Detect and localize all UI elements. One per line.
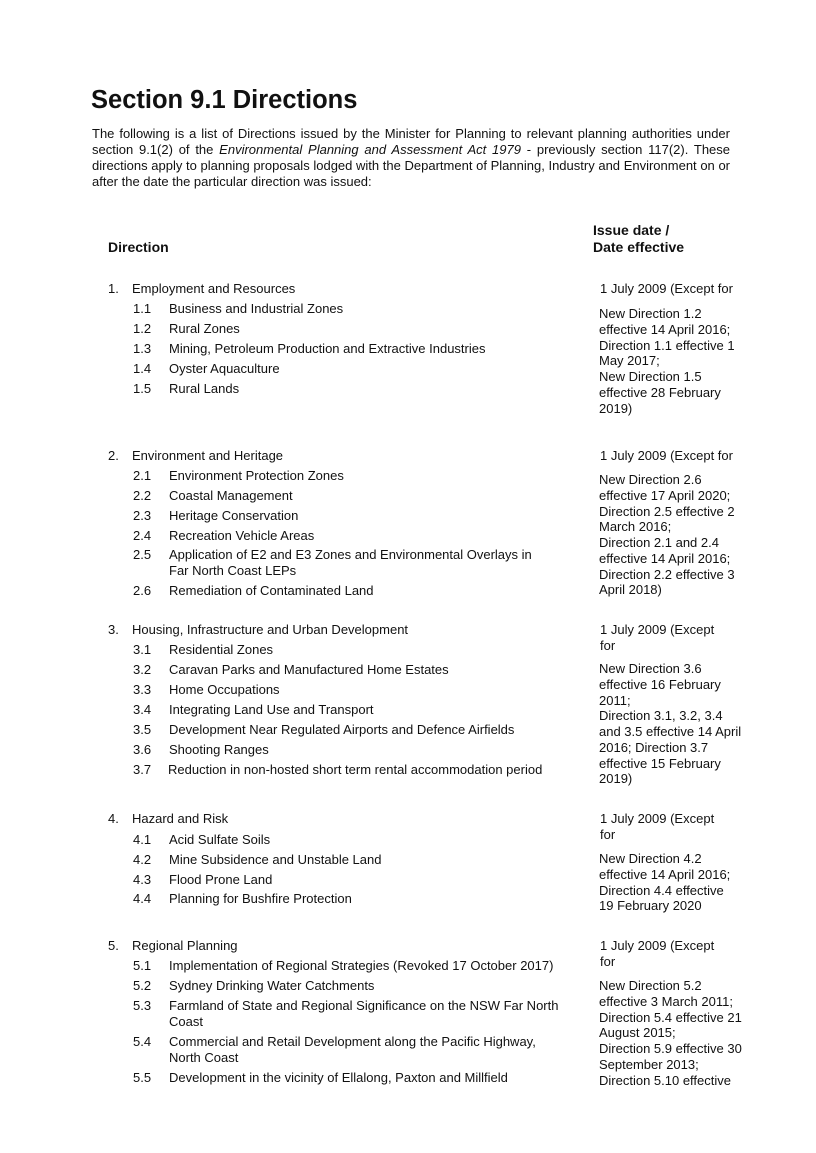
item-label: Coastal Management [169, 488, 293, 503]
date-header-line-2: Date effective [593, 239, 685, 255]
date-note-line: September 2013; [599, 1056, 699, 1072]
list-item [133, 301, 583, 317]
list-item [133, 508, 583, 524]
item-label: Reduction in non-hosted short term rental accommodation period [168, 762, 543, 777]
item-number: 2.5 [133, 547, 152, 562]
date-note-line: New Direction 2.6 [599, 472, 702, 487]
date-notes [599, 661, 759, 787]
date-note-line: New Direction 4.2 [599, 851, 702, 866]
item-label: Implementation of Regional Strategies (Revoked 17 October 2017) [169, 958, 554, 973]
intro-text-2: - previously section 117(2). These directions apply to planning proposals lodged with the Department of Planning, Industry and Environment on or after the date the particular direction was issued: [92, 142, 731, 189]
date-header-line-1: Issue date / [593, 222, 670, 238]
list-item [133, 722, 583, 738]
list-item [133, 468, 583, 484]
item-label: Recreation Vehicle Areas [169, 528, 315, 543]
item-label: Environment Protection Zones [169, 468, 344, 483]
section-heading [108, 938, 238, 954]
item-number: 5.1 [133, 958, 152, 973]
page-title: Section 9.1 Directions [91, 86, 358, 114]
section-title: Employment and Resources [132, 281, 296, 296]
date-note-line: Direction 1.1 effective 1 [599, 337, 735, 353]
item-number: 3.7 [133, 762, 152, 777]
item-number: 2.2 [133, 488, 152, 503]
date-note-line: effective 14 April 2016; [599, 321, 731, 337]
section-number: 4. [108, 811, 119, 826]
date-note-line: Direction 3.1, 3.2, 3.4 [599, 708, 723, 724]
section-title: Environment and Heritage [132, 448, 284, 463]
item-label: Business and Industrial Zones [169, 301, 344, 316]
section-heading [108, 622, 408, 638]
item-number: 5.4 [133, 1034, 152, 1049]
item-label: Farmland of State and Regional Significance on the NSW Far North Coast [169, 998, 559, 1029]
date-note-line: August 2015; [599, 1025, 676, 1041]
section-heading [108, 811, 228, 827]
date-note-line: effective 28 February [599, 384, 721, 400]
item-label: Heritage Conservation [169, 508, 299, 523]
item-number: 3.5 [133, 722, 152, 737]
item-number: 2.3 [133, 508, 152, 523]
list-item [133, 682, 583, 698]
date-note-line: New Direction 1.5 [599, 369, 702, 384]
item-number: 3.2 [133, 662, 152, 677]
section-number: 5. [108, 938, 119, 953]
item-label: Application of E2 and E3 Zones and Environmental Overlays in Far North Coast LEPs [169, 547, 532, 578]
section-number: 3. [108, 622, 119, 637]
list-item [133, 381, 583, 397]
item-label: Home Occupations [169, 682, 280, 697]
item-number: 1.3 [133, 341, 152, 356]
issue-date: 1 July 2009 (Except for [600, 448, 733, 463]
date-note-line: and 3.5 effective 14 April [599, 724, 742, 739]
date-note-line: effective 17 April 2020; [599, 487, 731, 503]
item-label: Oyster Aquaculture [169, 361, 280, 376]
list-item [133, 872, 583, 888]
list-item [133, 361, 583, 377]
item-number: 4.4 [133, 891, 152, 906]
date-note-line: Direction 5.10 effective [599, 1072, 731, 1088]
item-label: Residential Zones [169, 642, 274, 657]
issue-date-line: 1 July 2009 (Except [600, 938, 715, 953]
list-item [133, 702, 583, 718]
act-name: Environmental Planning and Assessment Act 1979 [219, 142, 521, 157]
item-number: 1.1 [133, 301, 152, 316]
date-note-line: New Direction 1.2 [599, 306, 702, 321]
date-note-line: New Direction 3.6 [599, 661, 702, 676]
section-heading [108, 448, 283, 464]
item-label: Shooting Ranges [169, 742, 269, 757]
issue-date [600, 811, 760, 843]
date-note-line: May 2017; [599, 353, 660, 369]
item-number: 4.3 [133, 872, 152, 887]
date-notes [599, 472, 759, 598]
item-label: Mining, Petroleum Production and Extractive Industries [169, 341, 486, 356]
item-label: Development Near Regulated Airports and Defence Airfields [169, 722, 515, 737]
issue-date-line: for [600, 954, 616, 969]
date-note-line: 2011; [599, 692, 631, 708]
issue-date: 1 July 2009 (Except for [600, 281, 733, 296]
list-item [133, 852, 583, 868]
item-number: 2.6 [133, 583, 152, 598]
list-item [133, 891, 583, 907]
date-notes [599, 306, 759, 416]
list-item [133, 662, 583, 678]
section-number: 1. [108, 281, 119, 296]
date-column-header [593, 222, 684, 256]
item-label: Mine Subsidence and Unstable Land [169, 852, 382, 867]
date-note-line: effective 3 March 2011; [599, 993, 733, 1009]
item-number: 5.2 [133, 978, 152, 993]
intro-text-1: The following is a list of Directions issued by the Minister for Planning to relevant planning authorities under section 9.1(2) of the [92, 126, 730, 157]
item-number: 4.2 [133, 852, 152, 867]
date-notes [599, 851, 759, 914]
date-note-line: 19 February 2020 [599, 898, 702, 914]
item-number: 1.2 [133, 321, 152, 336]
date-note-line: Direction 5.4 effective 21 [599, 1009, 742, 1025]
date-notes [599, 978, 759, 1088]
date-note-line: Direction 5.9 effective 30 [599, 1041, 742, 1056]
date-note-line: 2016; Direction 3.7 [599, 739, 709, 755]
list-item [133, 978, 583, 994]
list-item [133, 583, 583, 599]
item-number: 2.1 [133, 468, 152, 483]
date-note-line: Direction 2.2 effective 3 [599, 566, 735, 582]
list-item [133, 1034, 563, 1066]
date-note-line: effective 14 April 2016; [599, 550, 731, 566]
item-label: Flood Prone Land [169, 872, 273, 887]
item-label: Caravan Parks and Manufactured Home Estates [169, 662, 449, 677]
list-item [133, 1070, 583, 1086]
date-note-line: Direction 4.4 effective [599, 882, 724, 898]
date-note-line: effective 16 February [599, 676, 721, 692]
date-note-line: effective 15 February [599, 755, 721, 771]
issue-date [600, 622, 760, 654]
item-label: Remediation of Contaminated Land [169, 583, 374, 598]
item-label: Integrating Land Use and Transport [169, 702, 374, 717]
item-number: 5.3 [133, 998, 152, 1013]
section-title: Regional Planning [132, 938, 238, 953]
list-item [133, 528, 583, 544]
item-number: 3.4 [133, 702, 152, 717]
issue-date-line: for [600, 638, 616, 653]
date-note-line: New Direction 5.2 [599, 978, 702, 993]
date-note-line: 2019) [599, 771, 633, 787]
item-number: 2.4 [133, 528, 152, 543]
list-item [133, 488, 583, 504]
issue-date [600, 938, 760, 970]
direction-column-header: Direction [108, 239, 169, 255]
list-item [133, 742, 583, 758]
section-number: 2. [108, 448, 119, 463]
section-title: Housing, Infrastructure and Urban Development [132, 622, 409, 637]
item-label: Planning for Bushfire Protection [169, 891, 352, 906]
date-note-line: 2019) [599, 400, 633, 416]
list-item [133, 762, 593, 778]
item-label: Rural Lands [169, 381, 240, 396]
list-item [133, 642, 583, 658]
list-item [133, 321, 583, 337]
item-number: 1.4 [133, 361, 152, 376]
item-label: Acid Sulfate Soils [169, 832, 271, 847]
list-item [133, 998, 583, 1030]
date-note-line: April 2018) [599, 582, 662, 598]
item-label: Rural Zones [169, 321, 240, 336]
section-heading [108, 281, 295, 297]
list-item [133, 341, 583, 357]
item-number: 3.6 [133, 742, 152, 757]
issue-date-line: 1 July 2009 (Except [600, 622, 715, 637]
intro-paragraph [92, 126, 730, 190]
list-item [133, 547, 553, 579]
item-label: Development in the vicinity of Ellalong, Paxton and Millfield [169, 1070, 508, 1085]
item-label: Sydney Drinking Water Catchments [169, 978, 375, 993]
date-note-line: Direction 2.5 effective 2 [599, 503, 735, 519]
item-label: Commercial and Retail Development along the Pacific Highway, North Coast [169, 1034, 536, 1065]
section-title: Hazard and Risk [132, 811, 229, 826]
issue-date-line: for [600, 827, 616, 842]
item-number: 1.5 [133, 381, 152, 396]
date-note-line: Direction 2.1 and 2.4 [599, 535, 719, 550]
item-number: 3.3 [133, 682, 152, 697]
list-item [133, 958, 583, 974]
issue-date-line: 1 July 2009 (Except [600, 811, 715, 826]
date-note-line: March 2016; [599, 519, 672, 535]
date-note-line: effective 14 April 2016; [599, 866, 731, 882]
item-number: 3.1 [133, 642, 152, 657]
item-number: 5.5 [133, 1070, 152, 1085]
item-number: 4.1 [133, 832, 152, 847]
list-item [133, 832, 583, 848]
